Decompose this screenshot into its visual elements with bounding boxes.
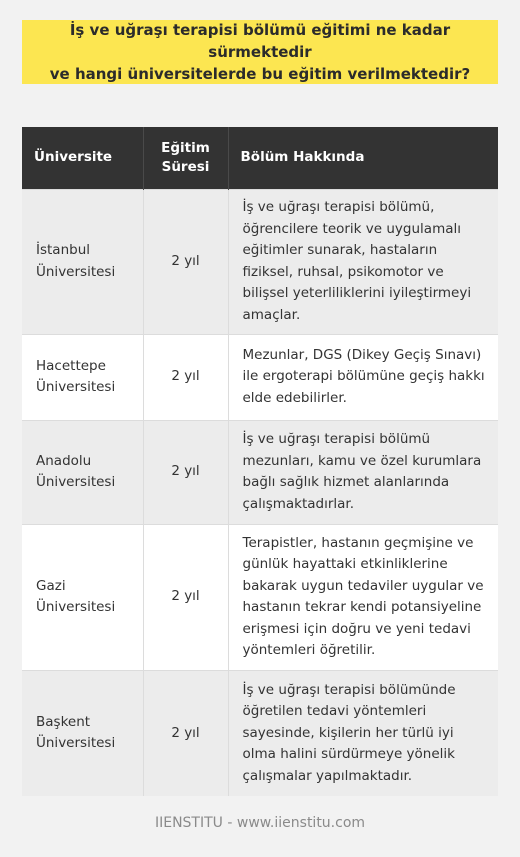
table-header-row	[22, 127, 498, 189]
table-row	[22, 334, 498, 420]
footer-credit: IIENSTITU - www.iienstitu.com	[154, 815, 366, 831]
title-banner	[22, 20, 498, 84]
university-name-line2: Üniversitesi	[36, 599, 116, 615]
table-row	[22, 420, 498, 524]
table-row	[22, 670, 498, 796]
duration-cell: 2 yıl	[143, 670, 228, 796]
table-row	[22, 524, 498, 670]
university-name-line2: Üniversitesi	[36, 474, 116, 490]
title-line-2: ve hangi üniversitelerde bu eğitim verilmektedir?	[49, 65, 471, 83]
header-egitim-line1: Eğitim	[161, 139, 210, 156]
table-row	[22, 189, 498, 334]
duration-cell: 2 yıl	[143, 334, 228, 420]
duration-cell: 2 yıl	[143, 420, 228, 524]
university-table	[22, 127, 498, 796]
university-name-line1: İstanbul	[36, 242, 91, 258]
university-name-line2: Üniversitesi	[36, 263, 116, 280]
header-egitim-line2: Süresi	[161, 158, 210, 175]
university-cell	[22, 670, 143, 796]
description-cell: Mezunlar, DGS (Dikey Geçiş Sınavı) ile ergoterapi bölümüne geçiş hakkı elde edebilirler.	[228, 334, 498, 420]
header-bolum-hakkinda: Bölüm Hakkında	[228, 127, 498, 189]
description-cell: İş ve uğraşı terapisi bölümü, öğrencilere teorik ve uygulamalı eğitimler sunarak, hastaların fiziksel, ruhsal, psikomotor ve bilişsel yeterliliklerini iyileştirmeyi amaçlar.	[228, 189, 498, 334]
page-title	[32, 19, 488, 85]
university-name-line1: Hacettepe	[36, 357, 106, 374]
university-cell	[22, 334, 143, 420]
university-name-line1: Başkent	[36, 713, 91, 730]
title-line-1: İş ve uğraşı terapisi bölümü eğitimi ne kadar sürmektedir	[69, 21, 451, 61]
university-name-line2: Üniversitesi	[36, 735, 116, 752]
university-cell	[22, 420, 143, 524]
university-name-line2: Üniversitesi	[36, 379, 116, 395]
description-cell: İş ve uğraşı terapisi bölümünde öğretilen tedavi yöntemleri sayesinde, kişilerin her türlü iyi olma halini sürdürmeye yönelik çalışmalar yapılmaktadır.	[228, 670, 498, 796]
university-name-line1: Anadolu	[36, 452, 92, 469]
university-cell	[22, 189, 143, 334]
university-name-line1: Gazi	[36, 577, 66, 594]
description-cell: Terapistler, hastanın geçmişine ve günlük hayattaki etkinliklerine bakarak uygun tedaviler uygular ve hastanın tekrar kendi potansiyeline erişmesi için doğru ve yeni tedavi yöntemleri öğretilir.	[228, 524, 498, 670]
duration-cell: 2 yıl	[143, 524, 228, 670]
university-cell	[22, 524, 143, 670]
header-universite: Üniversite	[22, 127, 143, 189]
description-cell: İş ve uğraşı terapisi bölümü mezunları, kamu ve özel kurumlara bağlı sağlık hizmet alanlarında çalışmaktadırlar.	[228, 420, 498, 524]
duration-cell: 2 yıl	[143, 189, 228, 334]
header-egitim-suresi	[143, 127, 228, 189]
